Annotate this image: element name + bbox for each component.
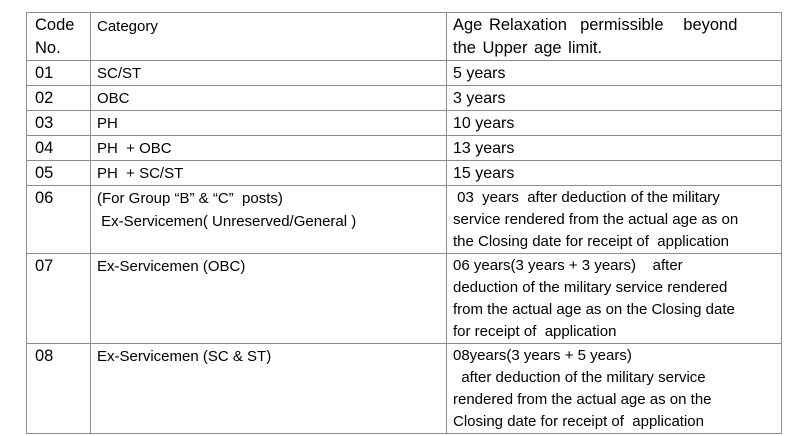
header-relaxation-line2: the Upper age limit. bbox=[453, 39, 603, 57]
row-relaxation-line: the Closing date for receipt of application bbox=[453, 233, 729, 250]
row-relaxation-line: for receipt of application bbox=[453, 323, 617, 340]
row-code: 06 bbox=[27, 186, 91, 254]
row-relaxation-line: 03 years after deduction of the military bbox=[453, 189, 720, 206]
table-row bbox=[27, 111, 782, 136]
row-relaxation-line: from the actual age as on the Closing date bbox=[453, 301, 735, 318]
row-category bbox=[91, 136, 447, 161]
row-category bbox=[91, 161, 447, 186]
header-code-line1: Code bbox=[35, 16, 75, 34]
row-category-line: Ex-Servicemen( Unreserved/General ) bbox=[97, 213, 357, 230]
row-relaxation-line: 06 years(3 years + 3 years) after bbox=[453, 257, 683, 274]
row-category-text: PH + SC/ST bbox=[97, 165, 184, 182]
row-category: SC/ST bbox=[91, 61, 447, 86]
row-relaxation bbox=[447, 186, 782, 254]
table-row bbox=[27, 344, 782, 434]
row-relaxation: 3 years bbox=[447, 86, 782, 111]
header-code-no bbox=[27, 13, 91, 61]
table-row bbox=[27, 186, 782, 254]
row-relaxation bbox=[447, 344, 782, 434]
table-header-row bbox=[27, 13, 782, 61]
row-category bbox=[91, 254, 447, 344]
table-row bbox=[27, 61, 782, 86]
row-relaxation-line: after deduction of the military service bbox=[453, 369, 706, 386]
row-relaxation: 10 years bbox=[447, 111, 782, 136]
row-category: PH bbox=[91, 111, 447, 136]
row-code: 02 bbox=[27, 86, 91, 111]
row-code: 01 bbox=[27, 61, 91, 86]
row-code: 05 bbox=[27, 161, 91, 186]
age-relaxation-table bbox=[26, 12, 782, 434]
row-code: 04 bbox=[27, 136, 91, 161]
header-code-line2: No. bbox=[35, 39, 61, 57]
table-row bbox=[27, 254, 782, 344]
row-relaxation: 15 years bbox=[447, 161, 782, 186]
table-row bbox=[27, 136, 782, 161]
row-relaxation-line: 08years(3 years + 5 years) bbox=[453, 347, 632, 364]
row-category bbox=[91, 186, 447, 254]
row-category-text: PH + OBC bbox=[97, 140, 172, 157]
row-category-line: Ex-Servicemen (SC & ST) bbox=[97, 348, 272, 365]
row-relaxation bbox=[447, 254, 782, 344]
table-row bbox=[27, 161, 782, 186]
row-code: 08 bbox=[27, 344, 91, 434]
row-code: 03 bbox=[27, 111, 91, 136]
header-relaxation-line1: Age Relaxation permissible beyond bbox=[453, 16, 738, 34]
row-category-line: (For Group “B” & “C” posts) bbox=[97, 190, 283, 207]
header-category: Category bbox=[91, 13, 447, 61]
table-row bbox=[27, 86, 782, 111]
row-relaxation-line: rendered from the actual age as on the bbox=[453, 391, 712, 408]
row-relaxation-line: Closing date for receipt of application bbox=[453, 413, 704, 430]
header-age-relaxation bbox=[447, 13, 782, 61]
row-relaxation: 13 years bbox=[447, 136, 782, 161]
row-code: 07 bbox=[27, 254, 91, 344]
row-category-line: Ex-Servicemen (OBC) bbox=[97, 258, 246, 275]
row-category bbox=[91, 344, 447, 434]
row-relaxation-line: service rendered from the actual age as on bbox=[453, 211, 739, 228]
row-relaxation: 5 years bbox=[447, 61, 782, 86]
row-relaxation-line: deduction of the military service rendered bbox=[453, 279, 728, 296]
row-category: OBC bbox=[91, 86, 447, 111]
